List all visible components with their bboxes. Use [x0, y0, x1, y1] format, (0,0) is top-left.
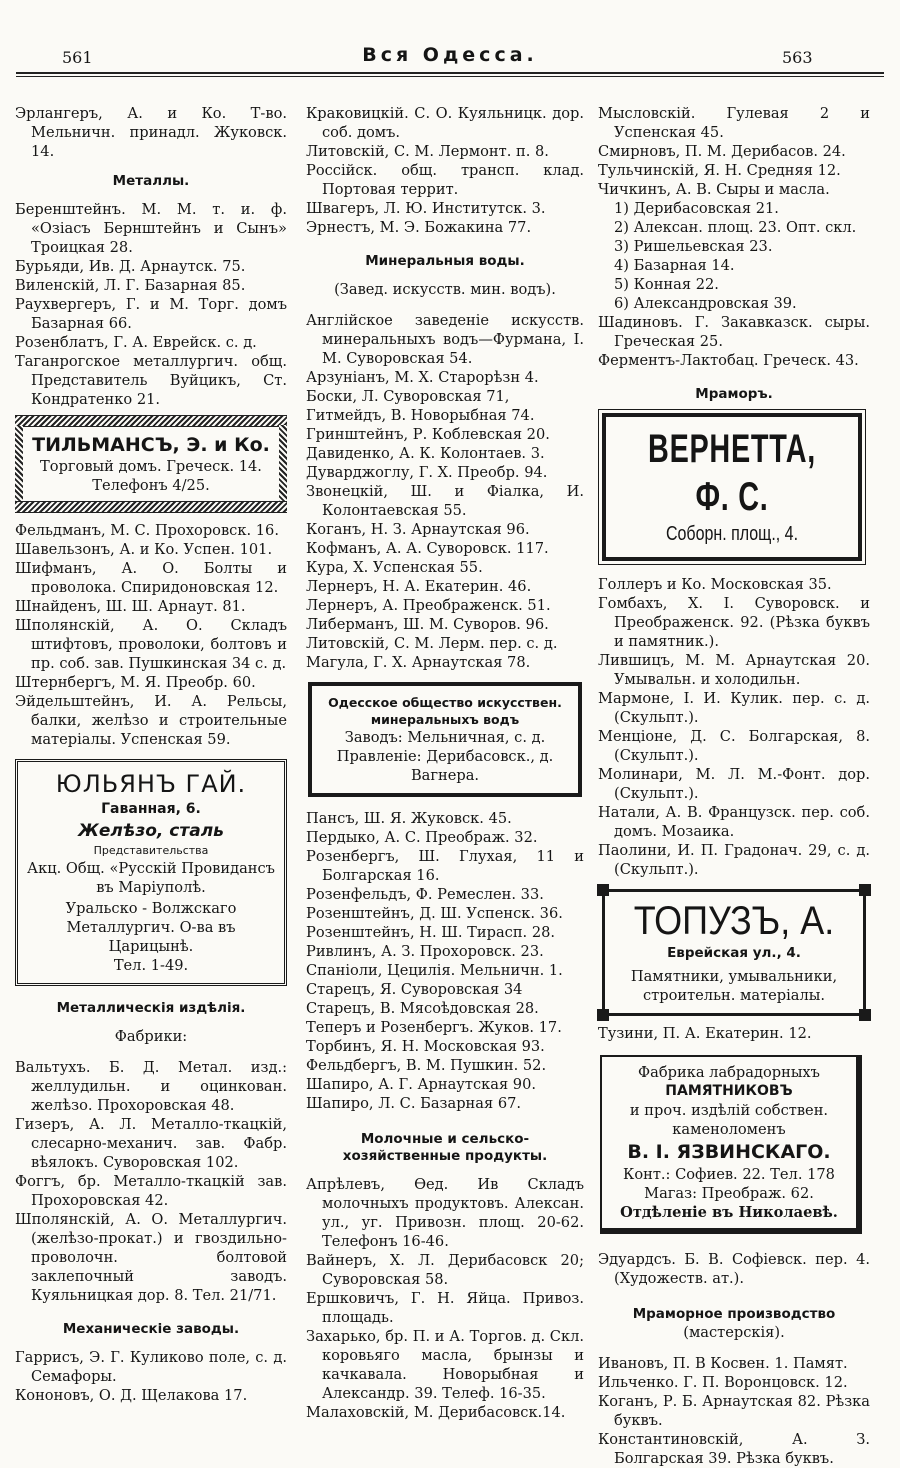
listing-entry: Ривлинъ, А. З. Прохоровск. 23.	[306, 943, 544, 960]
listing-entry: Тульчинскій, Я. Н. Средняя 12.	[598, 162, 841, 179]
advert-line: Телефонъ 4/25.	[92, 477, 210, 494]
listing-entry: Шнайденъ, Ш. Ш. Арнаут. 81.	[15, 598, 246, 615]
advert-street: Гаванная, 6.	[101, 801, 201, 817]
listing-entry: Розенштейнъ, Д. Ш. Успенск. 36.	[306, 905, 563, 922]
advert-rep: Представительства	[93, 844, 209, 857]
listing-entry: Фельдбергъ, В. М. Пушкин. 52.	[306, 1057, 547, 1074]
listing-entry: Лившицъ, М. М. Арнаутская 20. Умывальн. и холодильн.	[598, 652, 870, 688]
advert-line: и проч. издѣлій собствен. каменоломенъ	[629, 1102, 829, 1138]
listing-entry: Старецъ, В. Мясоѣдовская 28.	[306, 1000, 539, 1017]
advert-topuz	[602, 889, 866, 1016]
listing-entry: Апрѣлевъ, Ѳед. Ив Складъ молочныхъ продуктовъ. Алексан. ул., уг. Привозн. площ. 20-62. Телефонъ 16-46.	[306, 1176, 584, 1250]
listing-entry: Малаховскій, М. Дерибасовск.14.	[306, 1404, 566, 1421]
advert-line: ПАМЯТНИКОВЪ	[665, 1083, 793, 1099]
ornament-border	[15, 425, 23, 503]
listing-entry: Таганрогское металлургич. общ. Представитель Вуйцикъ, Ст. Кондратенко 21.	[15, 353, 287, 408]
listing-group	[306, 104, 584, 237]
listing-entry: Розенбергъ, Ш. Глухая, 11 и Болгарская 16.	[306, 848, 584, 884]
listing-entry: Ивановъ, П. В Косвен. 1. Памят.	[598, 1355, 848, 1372]
advert-line: Торговый домъ. Греческ. 14.	[40, 458, 262, 475]
listing-entry: Россійск. общ. трансп. клад. Портовая террит.	[306, 162, 584, 198]
advert-line: Заводъ: Мельничная, с. д.	[344, 729, 546, 746]
listing-group	[598, 1250, 870, 1288]
listing-entry: Кофманъ, А. А. Суворовск. 117.	[306, 540, 549, 557]
section-subtitle: (мастерскія).	[683, 1324, 785, 1341]
listing-entry: Краковицкій. С. О. Куяльницк. дор. соб. домъ.	[306, 105, 584, 141]
listing-entry: Гаррисъ, Э. Г. Куликово поле, с. д. Семафоры.	[15, 1349, 287, 1385]
listing-entry: Кура, Х. Успенская 55.	[306, 559, 483, 576]
listing-group	[15, 200, 287, 409]
listing-entry: Шапиро, А. Г. Арнаутская 90.	[306, 1076, 537, 1093]
listing-entry: Звонецкій, Ш. и Фіалка, И. Колонтаевская 55.	[306, 483, 584, 519]
advert-line: Фабрика лабрадорныхъ	[638, 1064, 820, 1081]
section-title-metals: Металлы.	[112, 173, 190, 189]
listing-entry: Вайнеръ, Х. Л. Дерибасовск 20; Суворовская 58.	[306, 1252, 584, 1288]
advert-line: Акц. Общ. «Русскій Провидансъ въ Маріуполѣ.	[27, 860, 275, 896]
listing-entry: Шавельзонъ, А. и Ко. Успен. 101.	[15, 541, 273, 558]
section-subtitle: (Завед. искусств. мин. водъ).	[334, 281, 556, 298]
listing-group	[598, 1354, 870, 1468]
ornament-border	[15, 415, 287, 427]
listing-entry: Розенблатъ, Г. А. Еврейск. с. д.	[15, 334, 257, 351]
corner-ornament	[859, 1009, 871, 1021]
listing-entry: Мысловскій. Гулевая 2 и Успенская 45.	[598, 105, 870, 141]
listing-entry: Коганъ, Р. Б. Арнаутская 82. Рѣзка буквъ.	[598, 1393, 870, 1429]
listing-entry: Давиденко, А. К. Колонтаев. 3.	[306, 445, 545, 462]
listing-entry: Магула, Г. Х. Арнаутская 78.	[306, 654, 531, 671]
listing-entry: Фоггъ, бр. Металло-ткацкій зав. Прохоровская 42.	[15, 1173, 287, 1209]
listing-entry: 2) Алексан. площ. 23. Опт. скл.	[614, 219, 857, 236]
listing-entry: Вальтухъ. Б. Д. Метал. изд.: желлудильн. и оцинкован. желѣзо. Прохоровская 48.	[15, 1059, 287, 1114]
listing-entry: Эрлангеръ, А. и Ко. Т-во. Мельничн. принадл. Жуковск. 14.	[15, 105, 287, 160]
listing-entry: Англійское заведеніе искусств. минеральныхъ водъ—Фурмана, I. М. Суворовская 54.	[306, 312, 584, 367]
column-left	[15, 104, 287, 1405]
listing-entry: Константиновскій, А. З. Болгарская 39. Рѣзка буквъ.	[598, 1431, 870, 1467]
listing-entry: Торбинъ, Я. Н. Московская 93.	[306, 1038, 545, 1055]
listing-entry: 4) Базарная 14.	[614, 257, 735, 274]
page-number-left: 561	[62, 48, 93, 67]
listing-entry: Гизеръ, А. Л. Металло-ткацкій, слесарно-механич. зав. Фабр. вѣялокъ. Суворовская 102.	[15, 1116, 287, 1171]
listing-entry: Арзуніанъ, М. Х. Старорѣзн 4.	[306, 369, 539, 386]
listing-entry: Литовскій, С. М. Лерм. пер. с. д.	[306, 635, 558, 652]
listing-entry: Шадиновъ. Г. Закавказск. сыры. Греческая 25.	[598, 314, 870, 350]
running-title: Вся Одесса.	[362, 44, 538, 66]
listing-entry: Ершковичъ, Г. Н. Яйца. Привоз. площадь.	[306, 1290, 584, 1326]
header-rule-thin	[16, 76, 884, 77]
listing-entry: Чичкинъ, А. В. Сыры и масла.	[598, 181, 830, 198]
listing-entry: Натали, А. В. Французск. пер. соб. домъ. Мозаика.	[598, 804, 870, 840]
listing-entry: Шполянскій, А. О. Складъ штифтовъ, проволоки, болтовъ и пр. соб. зав. Пушкинская 34 с. д.	[15, 617, 287, 672]
section-title-metal-goods: Металлическія издѣлія.	[56, 1000, 246, 1016]
listing-entry: Захарько, бр. П. и А. Торгов. д. Скл. коровьяго масла, брынзы и качкавала. Новорыбная и Александр. 39. Телеф. 16-35.	[306, 1328, 584, 1402]
corner-ornament	[597, 1009, 609, 1021]
ornament-border	[279, 425, 287, 503]
listing-entry: Дуварджоглу, Г. Х. Преобр. 94.	[306, 464, 548, 481]
listing-entry: Гомбахъ, Х. I. Суворовск. и Преображенск. 92. (Рѣзка буквъ и памятник.).	[598, 595, 870, 650]
listing-entry: Виленскій, Л. Г. Базарная 85.	[15, 277, 246, 294]
listing-entry: Литовскій, С. М. Лермонт. п. 8.	[306, 143, 549, 160]
advert-street: Еврейская ул., 4.	[667, 945, 801, 961]
advert-name: ТОПУЗЪ, А.	[633, 899, 835, 943]
column-middle	[306, 104, 584, 1422]
listing-group	[598, 575, 870, 879]
listing-entry: Паолини, И. П. Градонач. 29, с. д. (Скульпт.).	[598, 842, 870, 878]
section-title-mech: Механическіе заводы.	[62, 1321, 240, 1337]
listing-entry: Эрнестъ, М. Э. Божакина 77.	[306, 219, 532, 236]
advert-address: Соборн. площ., 4.	[665, 523, 799, 545]
section-title-marble: Мраморъ.	[695, 386, 773, 402]
advert-line: Отдѣленіе въ Николаевѣ.	[620, 1204, 838, 1221]
listing-entry: 6) Александровская 39.	[614, 295, 797, 312]
listing-entry: Розенфельдъ, Ф. Ремеслен. 33.	[306, 886, 544, 903]
advert-name: В. I. ЯЗВИНСКАГО.	[627, 1141, 831, 1163]
advert-yazvinsky	[600, 1055, 862, 1234]
listing-entry: Шполянскій, А. О. Металлургич. (желѣзо-прокат.) и гвоздильно-проволочн. болтовой заклепочный заводъ. Куяльницкая дор. 8. Тел. 21/71.	[15, 1211, 287, 1304]
advert-name: Одесское общество искусствен. минеральныхъ водъ	[328, 695, 562, 727]
listing-entry: Эдуардсъ. Б. В. Софіевск. пер. 4. (Художеств. ат.).	[598, 1251, 870, 1287]
section-title-marble-production: Мраморное производство	[632, 1306, 836, 1322]
advert-line: Правленіе: Дерибасовск., д. Вагнера.	[336, 748, 554, 784]
advert-gai	[15, 759, 287, 986]
listing-entry: Лернеръ, А. Преображенск. 51.	[306, 597, 551, 614]
listing-entry: Тузини, П. А. Екатерин. 12.	[598, 1025, 812, 1042]
advert-name: ВЕРНЕТТА, Ф. С.	[648, 427, 816, 519]
listing-entry: Фельдманъ, М. С. Прохоровск. 16.	[15, 522, 279, 539]
advert-mineral-society	[308, 682, 582, 797]
corner-ornament	[597, 884, 609, 896]
header-rule	[16, 72, 884, 74]
listing-group	[15, 1058, 287, 1305]
listing-entry: Гринштейнъ, Р. Коблевская 20.	[306, 426, 550, 443]
listing-entry: 1) Дерибасовская 21.	[614, 200, 779, 217]
listing-entry: Бурьяди, Ив. Д. Арнаутск. 75.	[15, 258, 246, 275]
listing-entry: 5) Конная 22.	[614, 276, 719, 293]
listing-entry: Гитмейдъ, В. Новорыбная 74.	[306, 407, 535, 424]
listing-entry: Лернеръ, Н. А. Екатерин. 46.	[306, 578, 532, 595]
listing-group	[15, 1348, 287, 1405]
listing-group	[306, 1175, 584, 1422]
advert-phone: Тел. 1-49.	[113, 957, 189, 974]
listing-entry: Менціоне, Д. С. Болгарская, 8. (Скульпт.).	[598, 728, 870, 764]
listing-group	[15, 521, 287, 749]
listing-entry: Либерманъ, Ш. М. Суворов. 96.	[306, 616, 549, 633]
listing-entry: Ферментъ-Лактобац. Греческ. 43.	[598, 352, 859, 369]
column-right	[598, 104, 870, 1468]
advert-name: ЮЛЬЯНЪ ГАЙ.	[55, 770, 247, 798]
listing-entry: Эйдельштейнъ, И. А. Рельсы, балки, желѣзо и строительные матеріалы. Успенская 59.	[15, 693, 287, 748]
listing-entry: Беренштейнъ. М. М. т. и. ф. «Озіасъ Бернштейнъ и Сынъ» Троицкая 28.	[15, 201, 287, 256]
page-number-right: 563	[782, 48, 813, 67]
corner-ornament	[859, 884, 871, 896]
advert-line: Конт.: Софиев. 22. Тел. 178	[623, 1166, 835, 1183]
listing-entry: Раухвергеръ, Г. и М. Торг. домъ Базарная 66.	[15, 296, 287, 332]
listing-entry: 3) Ришельевская 23.	[614, 238, 773, 255]
listing-group	[306, 311, 584, 672]
listing-entry: Боски, Л. Суворовская 71,	[306, 388, 510, 405]
listing-entry: Мармоне, I. И. Кулик. пер. с. д. (Скульпт.).	[598, 690, 870, 726]
listing-entry: Ильченко. Г. П. Воронцовск. 12.	[598, 1374, 848, 1391]
listing-entry: Голлеръ и Ко. Московская 35.	[598, 576, 832, 593]
listing-entry: Швагеръ, Л. Ю. Институтск. 3.	[306, 200, 546, 217]
listing-entry: Теперъ и Розенбергъ. Жуков. 17.	[306, 1019, 562, 1036]
advert-tilmans	[15, 415, 287, 513]
listing-group	[598, 313, 870, 370]
listing-group	[598, 1024, 870, 1043]
ornament-border	[15, 501, 287, 513]
advert-line: Памятники, умывальники, строительн. матеріалы.	[630, 968, 838, 1004]
listing-entry: Смирновъ, П. М. Дерибасов. 24.	[598, 143, 846, 160]
section-title-mineral: Минеральныя воды.	[365, 253, 525, 269]
listing-entry: Пансъ, Ш. Я. Жуковск. 45.	[306, 810, 512, 827]
listing-entry: Кононовъ, О. Д. Щелакова 17.	[15, 1387, 248, 1404]
section-title-dairy: Молочные и сельско-хозяйственные продукты.	[342, 1131, 548, 1164]
listing-entry: Шифманъ, А. О. Болты и проволока. Спиридоновская 12.	[15, 560, 287, 596]
listing-entry: Спаніоли, Цецилія. Мельничн. 1.	[306, 962, 563, 979]
listing-entry: Коганъ, Н. З. Арнаутская 96.	[306, 521, 530, 538]
advert-line: Магаз: Преображ. 62.	[644, 1185, 814, 1202]
listing-group	[306, 809, 584, 1113]
listing-entry: Старецъ, Я. Суворовская 34	[306, 981, 523, 998]
listing-entry: Молинари, М. Л. М.-Фонт. дор. (Скульпт.).	[598, 766, 870, 802]
listing-entry: Шапиро, Л. С. Базарная 67.	[306, 1095, 522, 1112]
listing-entry: Пердыко, А. С. Преображ. 32.	[306, 829, 538, 846]
listing-group	[598, 104, 870, 199]
listing-entry: Штернбергъ, М. Я. Преобр. 60.	[15, 674, 256, 691]
listing-sublist	[598, 199, 870, 313]
advert-goods: Желѣзо, сталь	[78, 821, 224, 841]
section-subtitle: Фабрики:	[114, 1028, 188, 1045]
advert-line: Уральско - Волжскаго Металлургич. О-ва въ Царицынѣ.	[65, 900, 237, 955]
advert-vernetta	[602, 413, 862, 561]
advert-name: ТИЛЬМАНСЪ, Э. и Ко.	[32, 434, 270, 456]
listing-entry: Розенштейнъ, Н. Ш. Тирасп. 28.	[306, 924, 556, 941]
page-header	[0, 0, 900, 88]
